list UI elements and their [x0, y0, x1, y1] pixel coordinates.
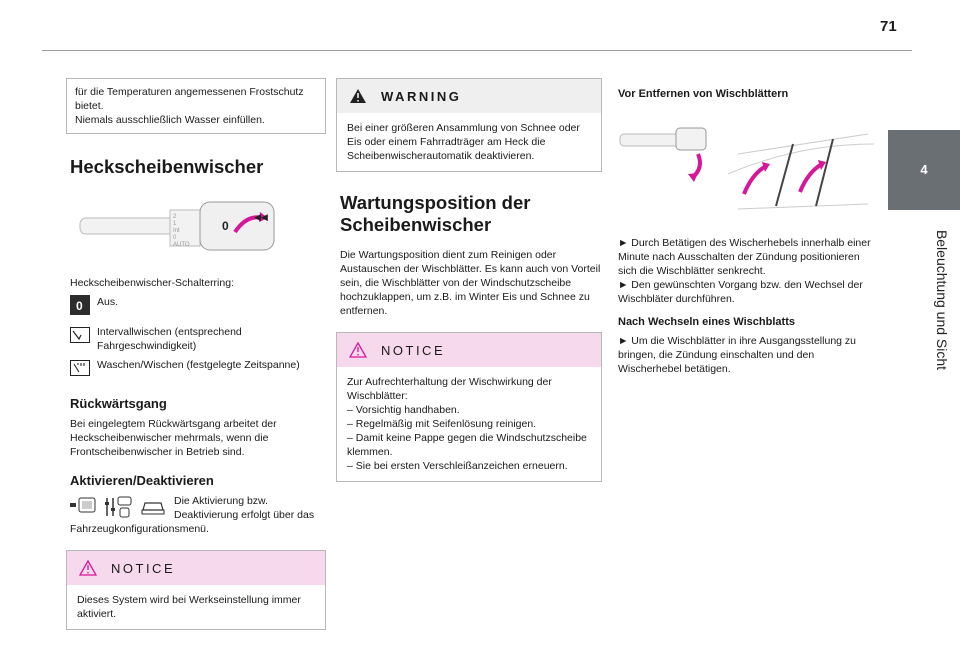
page-number: 71	[880, 18, 897, 35]
svg-text:Int: Int	[173, 228, 180, 234]
chapter-label: Beleuchtung und Sicht	[934, 229, 950, 371]
notice-line-3: – Regelmäßig mit Seifenlösung reinigen.	[347, 418, 537, 430]
after-heading: Nach Wechseln eines Wischblatts	[618, 316, 795, 328]
notice-body	[67, 585, 325, 629]
svg-text:AUTO: AUTO	[173, 242, 190, 248]
svg-text:2: 2	[173, 214, 177, 220]
off-zero-icon	[70, 295, 90, 315]
touchscreen-icon	[70, 496, 96, 516]
maintenance-heading: Wartungsposition der Scheibenwischer	[340, 192, 531, 235]
item-wash-text: Waschen/Wischen (festgelegte Zeitspanne)	[97, 359, 300, 371]
wiper-service-illustration	[618, 114, 874, 224]
activate-heading: Aktivieren/Deaktivieren	[70, 473, 214, 488]
remove-heading: Vor Entfernen von Wischblättern	[618, 88, 789, 100]
warning-triangle-icon	[349, 88, 367, 104]
warning-body	[337, 113, 601, 171]
notice-text: Dieses System wird bei Werkseinstellung immer aktiviert.	[77, 594, 301, 620]
rear-wiper-illustration	[70, 190, 326, 266]
maintenance-text: Die Wartungsposition dient zum Reinigen oder Austauschen der Wischblätter. Es kann auch von Vorteil sein, die Wischblätter von der Windschutzscheibe hochzuklappen, um z.B. im Winter Eis und Schnee zu entfernen.	[340, 249, 601, 317]
activate-row	[70, 494, 326, 522]
notice-box-middle	[336, 332, 602, 482]
reverse-heading: Rückwärtsgang	[70, 396, 167, 411]
notice-header-middle	[337, 333, 601, 367]
svg-text:1: 1	[173, 221, 177, 227]
activate-text-a: Die Aktivierung bzw. Deaktivierung erfolgt über das	[174, 495, 315, 521]
rear-wiper-heading: Heckscheibenwischer	[70, 156, 264, 177]
svg-text:0: 0	[173, 235, 177, 241]
notice-line-4: – Damit keine Pappe gegen die Windschutzscheibe klemmen.	[347, 432, 587, 458]
step-3: ► Um die Wischblätter in ihre Ausgangsstellung zu bringen, die Zündung einschalten und den Wischerhebel betätigen.	[618, 335, 857, 375]
notice-line-2: – Vorsichtig handhaben.	[347, 404, 460, 416]
interval-wiper-icon	[70, 325, 90, 345]
header-rule	[42, 50, 912, 51]
warning-box	[336, 78, 602, 172]
notice-body-middle	[337, 367, 601, 481]
notice-line-5: – Sie bei ersten Verschleißanzeichen erneuern.	[347, 460, 568, 472]
notice-title: NOTICE	[111, 560, 176, 576]
svg-text:0: 0	[222, 219, 229, 233]
step-2: ► Den gewünschten Vorgang bzw. den Wechsel der Wischbläter durchführen.	[618, 279, 863, 305]
svg-text:◀◀: ◀◀	[254, 213, 268, 223]
item-wash	[70, 358, 326, 378]
step-1: ► Durch Betätigen des Wischerhebels innerhalb einer Minute nach Ausschalten der Zündung positionieren sich die Wischblätter senkrecht.	[618, 237, 871, 277]
column-left	[70, 78, 326, 630]
item-interval	[70, 325, 326, 353]
notice-triangle-icon	[349, 342, 367, 358]
svg-text:0: 0	[76, 299, 83, 313]
notice-triangle-icon	[79, 560, 97, 576]
warning-text: Bei einer größeren Ansammlung von Schnee oder Eis oder einem Fahrradträger am Heck die Scheibenwischerautomatik deaktivieren.	[347, 122, 580, 162]
item-interval-text: Intervallwischen (entsprechend Fahrgeschwindigkeit)	[97, 326, 242, 352]
item-off	[70, 295, 326, 315]
warning-title: WARNING	[381, 88, 462, 104]
intro-text: für die Temperaturen angemessenen Frostschutz bietet. Niemals ausschließlich Wasser einfüllen.	[75, 86, 304, 126]
ring-label: Heckscheibenwischer-Schalterring:	[70, 277, 234, 289]
activate-text-b: Fahrzeugkonfigurationsmenü.	[70, 523, 209, 535]
chapter-tab[interactable]: 4	[888, 130, 960, 210]
notice-header	[67, 551, 325, 585]
item-off-text: Aus.	[97, 296, 119, 308]
column-right	[618, 78, 874, 376]
warning-header	[337, 79, 601, 113]
settings-sliders-icon	[104, 496, 132, 518]
wash-wipe-icon	[70, 358, 90, 378]
column-middle	[340, 78, 602, 482]
notice-title-middle: NOTICE	[381, 342, 446, 358]
car-icon	[140, 496, 166, 516]
intro-box	[66, 78, 326, 134]
notice-box-left	[66, 550, 326, 630]
config-icons	[70, 496, 166, 518]
notice-line-1: Zur Aufrechterhaltung der Wischwirkung der Wischblätter:	[347, 376, 552, 402]
reverse-text: Bei eingelegtem Rückwärtsgang arbeitet der Heckscheibenwischer mehrmals, wenn die Frontscheibenwischer in Betrieb sind.	[70, 418, 277, 458]
